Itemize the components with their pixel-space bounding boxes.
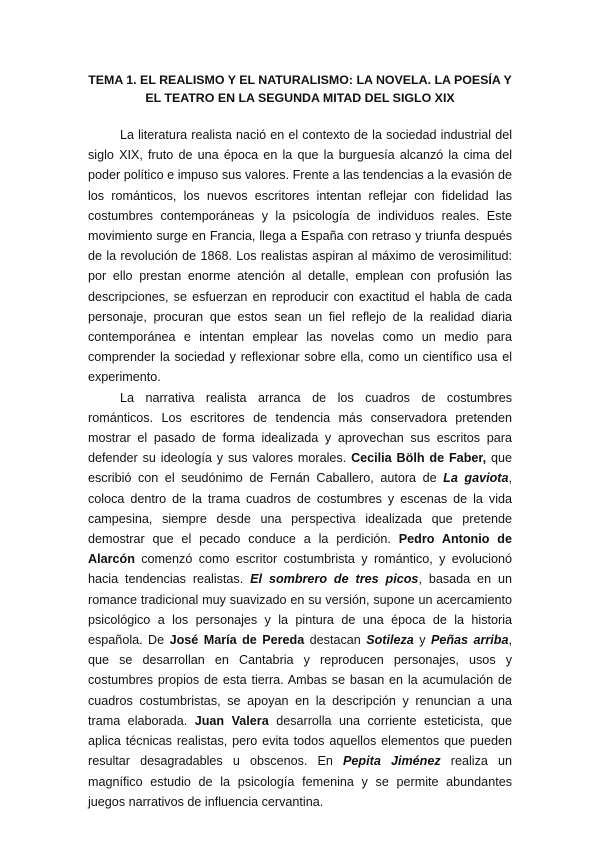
author-name: Juan Valera [194,713,269,728]
text-run: desarrolla una corriente esteticista, que aplica técnicas realistas, pero evita todos aquellos elementos que pueden resultar desagradables u obscenos. En [88,713,513,769]
work-title: Pepita Jiménez [343,754,441,769]
text-run: , basada en un romance tradicional muy suavizado en su versión, supone un acercamiento psicológico a los personajes y la pintura de una época de la historia española. De [88,572,512,648]
work-title: Peñas arriba [430,633,509,648]
work-title: El sombrero de tres picos [250,572,419,587]
text-run: y [413,633,431,648]
author-name: Pedro Antonio de Alarcón [88,532,512,567]
text-run: , coloca dentro de la trama cuadros de costumbres y escenas de la vida campesina, siempre desde una perspectiva idealizada que pretende demostrar que el pecado conduce a la perdición. [88,471,512,547]
author-name: Cecilia Bölh de Faber, [351,451,487,466]
work-title: La gaviota [443,471,509,486]
text-run: destacan [304,633,367,648]
text-run: que escribió con el seudónimo de Fernán Caballero, autora de [88,451,512,486]
text-run: La narrativa realista arranca de los cuadros de costumbres románticos. Los escritores de tendencia más conservadora pretenden mostrar el pasado de forma idealizada y aprovechan sus escritos para defender su ideología y sus valores morales. [88,390,512,466]
text-run: , que se desarrollan en Cantabria y reproducen personajes, usos y costumbres propios de esta tierra. Ambas se basan en la acumulación de cuadros costumbristas, se apoyan en la descripción y renuncian a una trama elaborada. [88,633,512,728]
author-name: José María de Pereda [169,633,305,648]
work-title: Sotileza [366,633,414,648]
document-title: TEMA 1. EL REALISMO Y EL NATURALISMO: LA NOVELA. LA POESÍA Y EL TEATRO EN LA SEGUNDA MITAD DEL SIGLO XIX [88,73,512,105]
paragraph-intro: La literatura realista nació en el contexto de la sociedad industrial del siglo XIX, fruto de una época en la que la burguesía alcanzó la cima del poder político e impuso sus valores. Frente a las tendencias a la evasión de los románticos, los nuevos escritores intentan reflejar con fidelidad las costumbres contemporáneas y la psicología de individuos reales. Este movimiento surge en Francia, llega a España con retraso y triunfa después de la revolución de 1868. Los realistas aspiran al máximo de verosimilitud: por ello prestan enorme atención al detalle, emplean con profusión las descripciones, se esfuerzan en reproducir con exactitud el habla de cada personaje, procuran que estos sean un fiel reflejo de la realidad diaria contemporánea e intentan emplear las novelas como un medio para comprender la sociedad y reflexionar sobre ella, como un científico usa el experimento. [88,128,512,385]
text-run: comenzó como escritor costumbrista y romántico, y evolucionó hacia tendencias realistas. [88,552,512,587]
text-run: realiza un magnífico estudio de la psicología femenina y se permite abundantes juegos narrativos de influencia cervantina. [88,754,512,809]
paragraph-narrative [88,388,512,812]
